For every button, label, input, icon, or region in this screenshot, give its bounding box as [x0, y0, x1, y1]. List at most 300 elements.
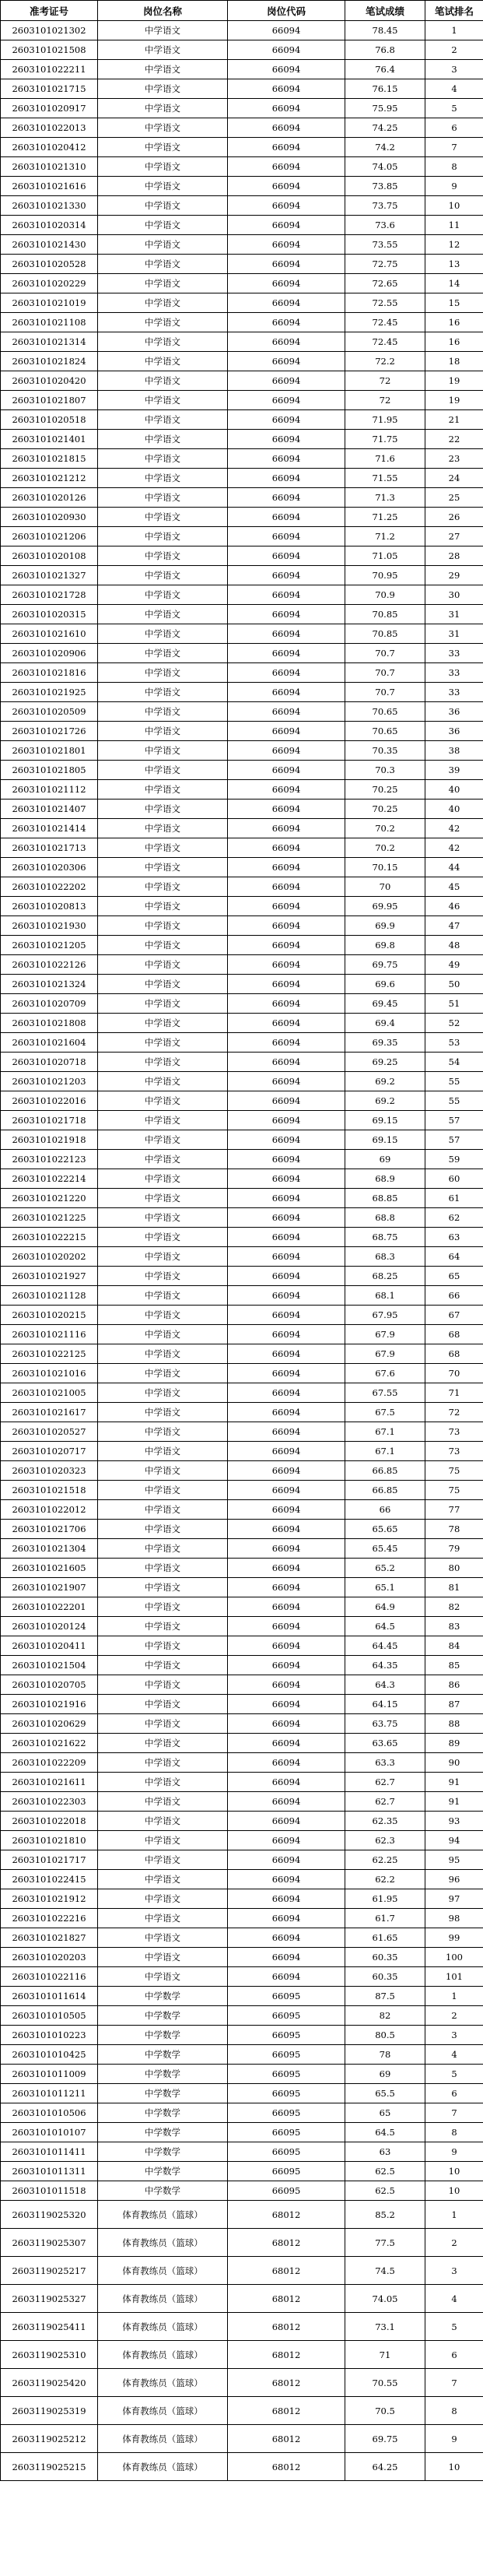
cell-written-rank: 29	[425, 566, 483, 585]
cell-exam-id: 2603101022125	[1, 1344, 98, 1364]
table-row	[1, 2397, 483, 2425]
cell-written-score: 68.75	[345, 1228, 425, 1247]
cell-written-score: 60.35	[345, 1967, 425, 1987]
cell-exam-id: 2603101021930	[1, 916, 98, 936]
cell-position-code: 66095	[228, 2103, 345, 2123]
cell-position-name: 中学语文	[98, 371, 228, 391]
table-row	[1, 1812, 483, 1831]
cell-exam-id: 2603101010425	[1, 2045, 98, 2065]
cell-position-name: 中学语文	[98, 838, 228, 858]
table-row	[1, 1909, 483, 1928]
cell-written-score: 64.35	[345, 1656, 425, 1675]
cell-position-name: 中学语文	[98, 1734, 228, 1753]
cell-position-code: 66094	[228, 1208, 345, 1228]
cell-position-code: 66094	[228, 1636, 345, 1656]
cell-written-score: 74.05	[345, 157, 425, 177]
cell-position-name: 中学语文	[98, 1889, 228, 1909]
cell-position-name: 中学数学	[98, 2084, 228, 2103]
cell-written-rank: 91	[425, 1792, 483, 1812]
cell-position-code: 66094	[228, 60, 345, 79]
cell-written-score: 66.85	[345, 1481, 425, 1500]
cell-position-code: 66094	[228, 1500, 345, 1520]
cell-written-score: 70.5	[345, 2397, 425, 2425]
cell-position-name: 中学语文	[98, 663, 228, 683]
table-row	[1, 2453, 483, 2481]
cell-position-name: 中学语文	[98, 1714, 228, 1734]
table-row	[1, 566, 483, 585]
cell-written-rank: 77	[425, 1500, 483, 1520]
cell-exam-id: 2603101022123	[1, 1150, 98, 1169]
cell-position-code: 66095	[228, 2181, 345, 2201]
cell-written-rank: 3	[425, 2026, 483, 2045]
table-row	[1, 975, 483, 994]
cell-exam-id: 2603101021713	[1, 838, 98, 858]
table-row	[1, 1189, 483, 1208]
cell-exam-id: 2603119025420	[1, 2369, 98, 2397]
cell-exam-id: 2603101011411	[1, 2142, 98, 2162]
cell-position-code: 66094	[228, 1286, 345, 1306]
cell-position-code: 66094	[228, 741, 345, 761]
cell-position-name: 中学语文	[98, 1656, 228, 1675]
cell-written-rank: 49	[425, 955, 483, 975]
table-row	[1, 1111, 483, 1130]
cell-position-code: 66094	[228, 255, 345, 274]
table-row	[1, 1500, 483, 1520]
cell-exam-id: 2603101022215	[1, 1228, 98, 1247]
cell-written-rank: 53	[425, 1033, 483, 1053]
cell-exam-id: 2603101020108	[1, 546, 98, 566]
table-row	[1, 663, 483, 683]
cell-position-code: 66094	[228, 1675, 345, 1695]
cell-exam-id: 2603119025319	[1, 2397, 98, 2425]
cell-written-rank: 73	[425, 1422, 483, 1442]
cell-exam-id: 2603101020412	[1, 138, 98, 157]
cell-position-code: 66094	[228, 449, 345, 469]
cell-written-score: 70.55	[345, 2369, 425, 2397]
cell-exam-id: 2603101021324	[1, 975, 98, 994]
cell-position-code: 66094	[228, 1481, 345, 1500]
cell-position-name: 中学语文	[98, 196, 228, 216]
cell-written-score: 70.25	[345, 800, 425, 819]
cell-position-code: 66094	[228, 1267, 345, 1286]
cell-position-code: 66094	[228, 1850, 345, 1870]
cell-written-rank: 42	[425, 819, 483, 838]
cell-written-score: 66.85	[345, 1461, 425, 1481]
cell-written-rank: 68	[425, 1325, 483, 1344]
cell-written-rank: 12	[425, 235, 483, 255]
cell-exam-id: 2603101021225	[1, 1208, 98, 1228]
cell-exam-id: 2603101021604	[1, 1033, 98, 1053]
cell-written-rank: 54	[425, 1053, 483, 1072]
cell-position-name: 中学语文	[98, 1753, 228, 1773]
table-row	[1, 644, 483, 663]
cell-written-score: 73.6	[345, 216, 425, 235]
cell-exam-id: 2603101020229	[1, 274, 98, 293]
table-row	[1, 410, 483, 430]
cell-written-rank: 5	[425, 2313, 483, 2341]
cell-written-score: 68.8	[345, 1208, 425, 1228]
cell-exam-id: 2603101011614	[1, 1987, 98, 2006]
table-row	[1, 1656, 483, 1675]
cell-position-code: 66094	[228, 1695, 345, 1714]
cell-position-name: 中学语文	[98, 761, 228, 780]
cell-position-name: 中学语文	[98, 79, 228, 99]
header-written-rank: 笔试排名	[425, 1, 483, 21]
cell-written-score: 65.2	[345, 1559, 425, 1578]
cell-exam-id: 2603101022303	[1, 1792, 98, 1812]
cell-position-name: 中学语文	[98, 216, 228, 235]
cell-written-rank: 6	[425, 2084, 483, 2103]
cell-written-rank: 40	[425, 780, 483, 800]
cell-written-rank: 31	[425, 605, 483, 624]
cell-position-name: 中学语文	[98, 1422, 228, 1442]
cell-written-rank: 1	[425, 1987, 483, 2006]
cell-written-score: 68.9	[345, 1169, 425, 1189]
table-row	[1, 1889, 483, 1909]
cell-exam-id: 2603101020124	[1, 1617, 98, 1636]
cell-position-code: 66094	[228, 1247, 345, 1267]
table-row	[1, 313, 483, 332]
cell-exam-id: 2603101020813	[1, 897, 98, 916]
cell-written-rank: 46	[425, 897, 483, 916]
table-row	[1, 624, 483, 644]
cell-written-score: 71.3	[345, 488, 425, 508]
cell-position-name: 中学语文	[98, 332, 228, 352]
cell-position-code: 66094	[228, 1344, 345, 1364]
cell-written-score: 69	[345, 2065, 425, 2084]
cell-position-code: 66094	[228, 1053, 345, 1072]
cell-exam-id: 2603101021610	[1, 624, 98, 644]
table-row	[1, 2369, 483, 2397]
cell-exam-id: 2603101021605	[1, 1559, 98, 1578]
cell-position-code: 68012	[228, 2397, 345, 2425]
cell-position-code: 68012	[228, 2453, 345, 2481]
cell-written-rank: 30	[425, 585, 483, 605]
cell-exam-id: 2603101021206	[1, 527, 98, 546]
cell-exam-id: 2603101021824	[1, 352, 98, 371]
cell-written-rank: 55	[425, 1091, 483, 1111]
cell-position-name: 中学语文	[98, 877, 228, 897]
cell-written-rank: 44	[425, 858, 483, 877]
cell-written-score: 65.45	[345, 1539, 425, 1559]
cell-exam-id: 2603101011518	[1, 2181, 98, 2201]
table-row	[1, 1091, 483, 1111]
cell-written-rank: 100	[425, 1948, 483, 1967]
cell-position-name: 中学语文	[98, 391, 228, 410]
cell-exam-id: 2603101020717	[1, 1442, 98, 1461]
cell-written-rank: 55	[425, 1072, 483, 1091]
cell-exam-id: 2603101020202	[1, 1247, 98, 1267]
cell-exam-id: 2603101021807	[1, 391, 98, 410]
cell-written-score: 71.55	[345, 469, 425, 488]
cell-written-rank: 3	[425, 2257, 483, 2285]
cell-position-name: 中学语文	[98, 1481, 228, 1500]
cell-position-name: 中学数学	[98, 2181, 228, 2201]
cell-written-score: 65	[345, 2103, 425, 2123]
cell-position-name: 中学数学	[98, 2026, 228, 2045]
cell-written-rank: 79	[425, 1539, 483, 1559]
cell-position-name: 中学语文	[98, 1364, 228, 1383]
cell-written-score: 73.55	[345, 235, 425, 255]
cell-position-code: 66094	[228, 1091, 345, 1111]
cell-position-name: 中学语文	[98, 722, 228, 741]
table-row	[1, 1520, 483, 1539]
cell-position-code: 66094	[228, 371, 345, 391]
cell-position-name: 中学语文	[98, 274, 228, 293]
table-row	[1, 780, 483, 800]
cell-position-name: 体育教练员（篮球）	[98, 2201, 228, 2229]
table-row	[1, 2285, 483, 2313]
cell-position-code: 66094	[228, 1461, 345, 1481]
cell-position-code: 66094	[228, 1072, 345, 1091]
cell-written-score: 69.75	[345, 955, 425, 975]
cell-position-code: 66094	[228, 1870, 345, 1889]
cell-written-rank: 51	[425, 994, 483, 1014]
cell-written-rank: 80	[425, 1559, 483, 1578]
cell-written-score: 87.5	[345, 1987, 425, 2006]
cell-written-rank: 75	[425, 1481, 483, 1500]
table-row	[1, 1773, 483, 1792]
cell-written-rank: 4	[425, 79, 483, 99]
cell-position-code: 66094	[228, 352, 345, 371]
cell-exam-id: 2603101021907	[1, 1578, 98, 1597]
cell-position-name: 中学语文	[98, 1014, 228, 1033]
cell-written-score: 69.15	[345, 1130, 425, 1150]
cell-written-rank: 9	[425, 177, 483, 196]
cell-written-score: 70.65	[345, 722, 425, 741]
header-position-code: 岗位代码	[228, 1, 345, 21]
cell-written-rank: 57	[425, 1130, 483, 1150]
cell-position-name: 中学语文	[98, 1286, 228, 1306]
table-row	[1, 1053, 483, 1072]
cell-written-score: 74.2	[345, 138, 425, 157]
cell-position-code: 66094	[228, 1539, 345, 1559]
cell-written-rank: 83	[425, 1617, 483, 1636]
cell-written-score: 69.2	[345, 1091, 425, 1111]
table-row	[1, 1753, 483, 1773]
cell-position-code: 66095	[228, 2045, 345, 2065]
cell-position-code: 66095	[228, 2065, 345, 2084]
cell-position-name: 中学语文	[98, 449, 228, 469]
table-row	[1, 2162, 483, 2181]
cell-written-rank: 2	[425, 2229, 483, 2257]
cell-written-score: 60.35	[345, 1948, 425, 1967]
cell-exam-id: 2603101021728	[1, 585, 98, 605]
cell-position-code: 66094	[228, 1578, 345, 1597]
table-row	[1, 79, 483, 99]
cell-position-name: 中学语文	[98, 138, 228, 157]
cell-position-name: 中学语文	[98, 800, 228, 819]
cell-written-rank: 47	[425, 916, 483, 936]
cell-position-name: 体育教练员（篮球）	[98, 2313, 228, 2341]
cell-exam-id: 2603101020518	[1, 410, 98, 430]
cell-written-score: 73.1	[345, 2313, 425, 2341]
cell-position-name: 中学语文	[98, 1967, 228, 1987]
cell-exam-id: 2603101011311	[1, 2162, 98, 2181]
cell-position-code: 66094	[228, 1403, 345, 1422]
cell-exam-id: 2603101011211	[1, 2084, 98, 2103]
cell-written-score: 71.05	[345, 546, 425, 566]
cell-position-name: 中学语文	[98, 1695, 228, 1714]
cell-written-rank: 89	[425, 1734, 483, 1753]
cell-written-score: 69.8	[345, 936, 425, 955]
cell-exam-id: 2603101021310	[1, 157, 98, 177]
cell-exam-id: 2603101021116	[1, 1325, 98, 1344]
cell-exam-id: 2603101021912	[1, 1889, 98, 1909]
cell-written-score: 61.7	[345, 1909, 425, 1928]
table-row	[1, 877, 483, 897]
cell-exam-id: 2603101021016	[1, 1364, 98, 1383]
cell-written-score: 69.95	[345, 897, 425, 916]
cell-written-rank: 67	[425, 1306, 483, 1325]
cell-position-name: 中学语文	[98, 741, 228, 761]
cell-written-score: 69.75	[345, 2425, 425, 2453]
cell-written-score: 76.15	[345, 79, 425, 99]
cell-position-name: 中学语文	[98, 1306, 228, 1325]
cell-position-code: 66095	[228, 2084, 345, 2103]
table-row	[1, 1831, 483, 1850]
cell-position-code: 66094	[228, 274, 345, 293]
cell-written-score: 72.45	[345, 332, 425, 352]
table-row	[1, 2142, 483, 2162]
cell-written-score: 62.7	[345, 1792, 425, 1812]
cell-position-name: 中学语文	[98, 624, 228, 644]
cell-written-score: 67.9	[345, 1325, 425, 1344]
cell-written-score: 77.5	[345, 2229, 425, 2257]
cell-written-rank: 68	[425, 1344, 483, 1364]
table-row	[1, 177, 483, 196]
cell-written-rank: 66	[425, 1286, 483, 1306]
cell-position-code: 66094	[228, 1383, 345, 1403]
cell-position-name: 中学语文	[98, 644, 228, 663]
cell-position-code: 66094	[228, 605, 345, 624]
cell-position-name: 中学语文	[98, 1578, 228, 1597]
cell-position-code: 66094	[228, 780, 345, 800]
cell-position-code: 66094	[228, 79, 345, 99]
cell-written-rank: 62	[425, 1208, 483, 1228]
cell-written-rank: 15	[425, 293, 483, 313]
cell-written-rank: 6	[425, 118, 483, 138]
cell-position-code: 66094	[228, 585, 345, 605]
header-exam-id: 准考证号	[1, 1, 98, 21]
cell-written-rank: 90	[425, 1753, 483, 1773]
cell-written-score: 61.95	[345, 1889, 425, 1909]
cell-exam-id: 2603101020709	[1, 994, 98, 1014]
cell-position-code: 66094	[228, 1422, 345, 1442]
cell-written-rank: 88	[425, 1714, 483, 1734]
table-row	[1, 897, 483, 916]
cell-written-rank: 10	[425, 196, 483, 216]
cell-exam-id: 2603119025215	[1, 2453, 98, 2481]
table-row	[1, 1364, 483, 1383]
cell-position-code: 66094	[228, 838, 345, 858]
cell-exam-id: 2603101021220	[1, 1189, 98, 1208]
cell-written-rank: 7	[425, 2103, 483, 2123]
table-row	[1, 1597, 483, 1617]
cell-written-rank: 57	[425, 1111, 483, 1130]
cell-exam-id: 2603101022216	[1, 1909, 98, 1928]
table-row	[1, 1033, 483, 1053]
cell-exam-id: 2603101022209	[1, 1753, 98, 1773]
table-row	[1, 1325, 483, 1344]
cell-position-code: 66094	[228, 196, 345, 216]
table-row	[1, 858, 483, 877]
cell-written-score: 64.5	[345, 2123, 425, 2142]
table-row	[1, 1247, 483, 1267]
cell-written-rank: 18	[425, 352, 483, 371]
cell-position-code: 66094	[228, 1909, 345, 1928]
cell-exam-id: 2603101021203	[1, 1072, 98, 1091]
cell-position-name: 中学语文	[98, 430, 228, 449]
cell-position-name: 中学数学	[98, 2065, 228, 2084]
cell-written-score: 66	[345, 1500, 425, 1520]
cell-exam-id: 2603101020314	[1, 216, 98, 235]
cell-position-name: 中学语文	[98, 469, 228, 488]
cell-written-rank: 8	[425, 157, 483, 177]
table-row	[1, 1539, 483, 1559]
cell-position-code: 66094	[228, 216, 345, 235]
cell-position-code: 68012	[228, 2313, 345, 2341]
table-row	[1, 1228, 483, 1247]
cell-exam-id: 2603101020126	[1, 488, 98, 508]
cell-position-name: 体育教练员（篮球）	[98, 2425, 228, 2453]
cell-written-rank: 38	[425, 741, 483, 761]
cell-exam-id: 2603101020906	[1, 644, 98, 663]
cell-written-rank: 81	[425, 1578, 483, 1597]
cell-position-name: 中学数学	[98, 2142, 228, 2162]
cell-position-name: 中学语文	[98, 60, 228, 79]
cell-position-code: 66094	[228, 527, 345, 546]
table-row	[1, 683, 483, 702]
cell-written-score: 70	[345, 877, 425, 897]
cell-position-name: 中学语文	[98, 1344, 228, 1364]
cell-position-name: 中学语文	[98, 1539, 228, 1559]
cell-position-code: 66094	[228, 1734, 345, 1753]
cell-position-name: 中学语文	[98, 1636, 228, 1656]
table-row	[1, 527, 483, 546]
table-row	[1, 1267, 483, 1286]
cell-written-rank: 9	[425, 2142, 483, 2162]
cell-exam-id: 2603119025411	[1, 2313, 98, 2341]
table-row	[1, 546, 483, 566]
cell-written-rank: 8	[425, 2123, 483, 2142]
cell-exam-id: 2603101021827	[1, 1928, 98, 1948]
table-row	[1, 1403, 483, 1422]
cell-written-score: 64.9	[345, 1597, 425, 1617]
cell-written-rank: 22	[425, 430, 483, 449]
cell-position-name: 中学语文	[98, 1909, 228, 1928]
cell-exam-id: 2603101020306	[1, 858, 98, 877]
cell-written-score: 67.9	[345, 1344, 425, 1364]
cell-position-code: 66095	[228, 2123, 345, 2142]
cell-position-name: 中学语文	[98, 1597, 228, 1617]
cell-position-name: 中学语文	[98, 1870, 228, 1889]
cell-position-code: 66094	[228, 40, 345, 60]
cell-position-code: 66095	[228, 2162, 345, 2181]
cell-position-name: 中学语文	[98, 1520, 228, 1539]
cell-position-code: 66094	[228, 1792, 345, 1812]
cell-position-code: 66094	[228, 391, 345, 410]
cell-exam-id: 2603101021128	[1, 1286, 98, 1306]
cell-written-rank: 10	[425, 2181, 483, 2201]
table-row	[1, 2103, 483, 2123]
cell-written-rank: 99	[425, 1928, 483, 1948]
table-row	[1, 1948, 483, 1967]
cell-exam-id: 2603101021918	[1, 1130, 98, 1150]
table-row	[1, 722, 483, 741]
cell-exam-id: 2603101022214	[1, 1169, 98, 1189]
cell-position-name: 中学语文	[98, 1773, 228, 1792]
